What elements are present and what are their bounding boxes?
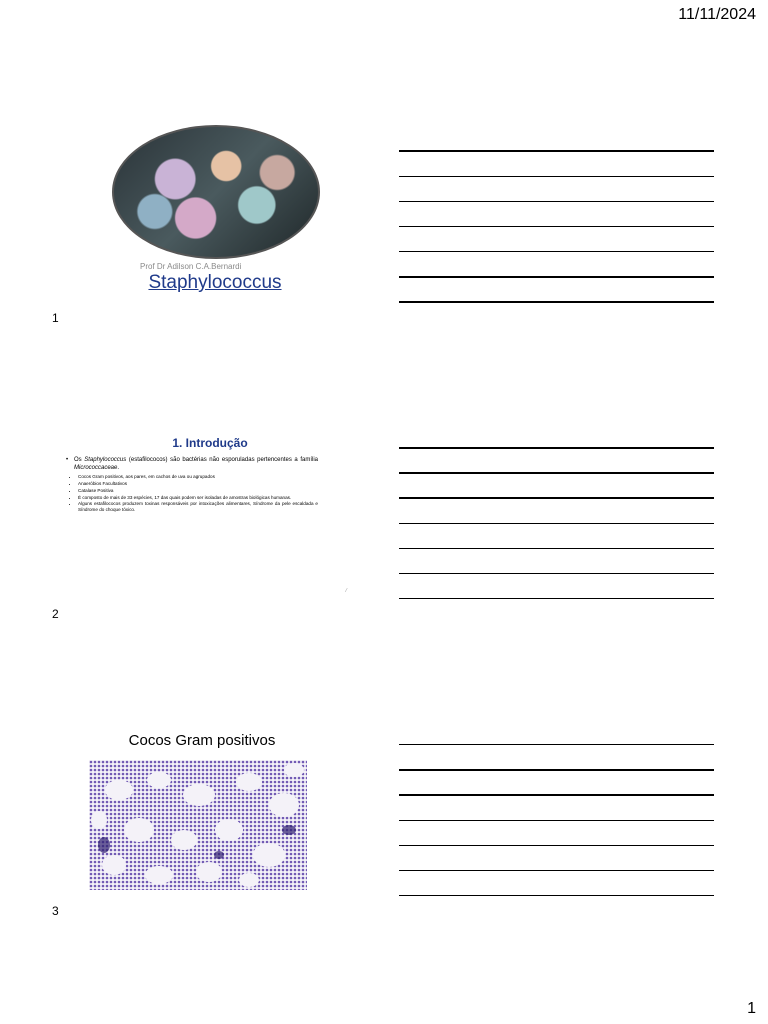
- staphylococcus-micrograph-image: [112, 125, 320, 259]
- slide-3-number: 3: [52, 904, 59, 918]
- page-number: 1: [747, 1000, 756, 1017]
- intro-bullet-list: [66, 474, 318, 514]
- slide-2-corner-mark: ⁄: [346, 588, 347, 594]
- slide-1-title: Staphylococcus: [148, 272, 282, 293]
- slide-3-title: Cocos Gram positivos: [128, 732, 276, 749]
- slide-1-number: 1: [52, 311, 59, 325]
- list-item: • É composto de mais de 33 espécies, 17 das quais podem ser isoladas de amostras biológicas humanas.: [78, 495, 318, 501]
- intro-lead-paragraph: • Os Staphylococcus (estafilococos) são bactérias não esporuladas pertencentes a família Micrococcaceae.: [66, 457, 318, 473]
- list-item: • Catalase Positiva: [78, 488, 318, 494]
- slide-2-body: [66, 457, 318, 514]
- slide-2-title: 1. Introdução: [172, 436, 248, 450]
- list-item: • Alguns estafilococos produzem toxinas responsáveis por intoxicações alimentares, Síndrome da pele escaldada e Síndrome do choque tóxico.: [78, 501, 318, 513]
- list-item: • Cocos Gram positivos, aos pares, em cachos de uva ou agrupados: [78, 474, 318, 480]
- slide-1-author: Prof Dr Adilson C.A.Bernardi: [140, 262, 242, 271]
- gram-stain-micrograph-image: [89, 760, 307, 890]
- slide-2-number: 2: [52, 607, 59, 621]
- print-date: 11/11/2024: [678, 6, 756, 23]
- list-item: • Anaeróbios Facultativos: [78, 481, 318, 487]
